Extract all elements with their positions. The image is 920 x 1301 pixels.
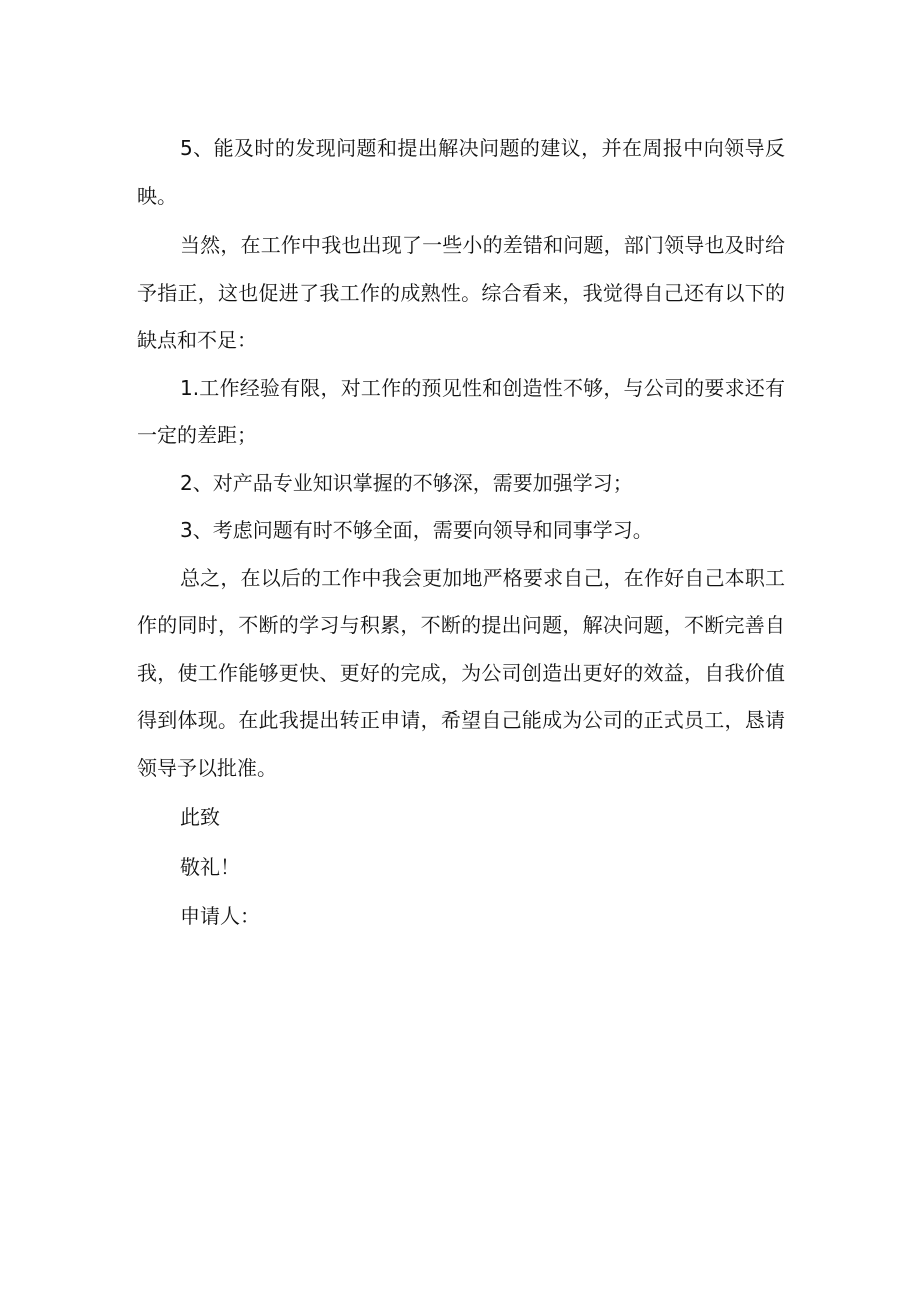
closing-regards: 敬礼！	[180, 854, 240, 879]
paragraph-shortcoming-3: 3、考虑问题有时不够全面，需要向领导和同事学习。	[180, 518, 653, 542]
paragraph-item-5: 5、能及时的发现问题和提出解决问题的建议，并在周报中向领导反映。	[137, 136, 785, 208]
paragraph-shortcomings-intro: 当然，在工作中我也出现了一些小的差错和问题，部门领导也及时给予指正，这也促进了我工作的成熟性。综合看来，我觉得自己还有以下的缺点和不足：	[137, 233, 785, 352]
closing-salutation: 此致	[180, 805, 220, 829]
paragraph-conclusion: 总之，在以后的工作中我会更加地严格要求自己，在作好自己本职工作的同时，不断的学习与积累，不断的提出问题，解决问题，不断完善自我，使工作能够更快、更好的完成，为公司创造出更好的效益，自我价值得到体现。在此我提出转正申请，希望自己能成为公司的正式员工，恳请领导予以批准。	[137, 565, 785, 780]
paragraph-shortcoming-2: 2、对产品专业知识掌握的不够深，需要加强学习；	[180, 470, 633, 495]
document-body	[137, 125, 785, 941]
paragraph-shortcoming-1: 1.工作经验有限，对工作的预见性和创造性不够，与公司的要求还有一定的差距；	[137, 375, 785, 447]
applicant-label: 申请人：	[180, 904, 260, 928]
